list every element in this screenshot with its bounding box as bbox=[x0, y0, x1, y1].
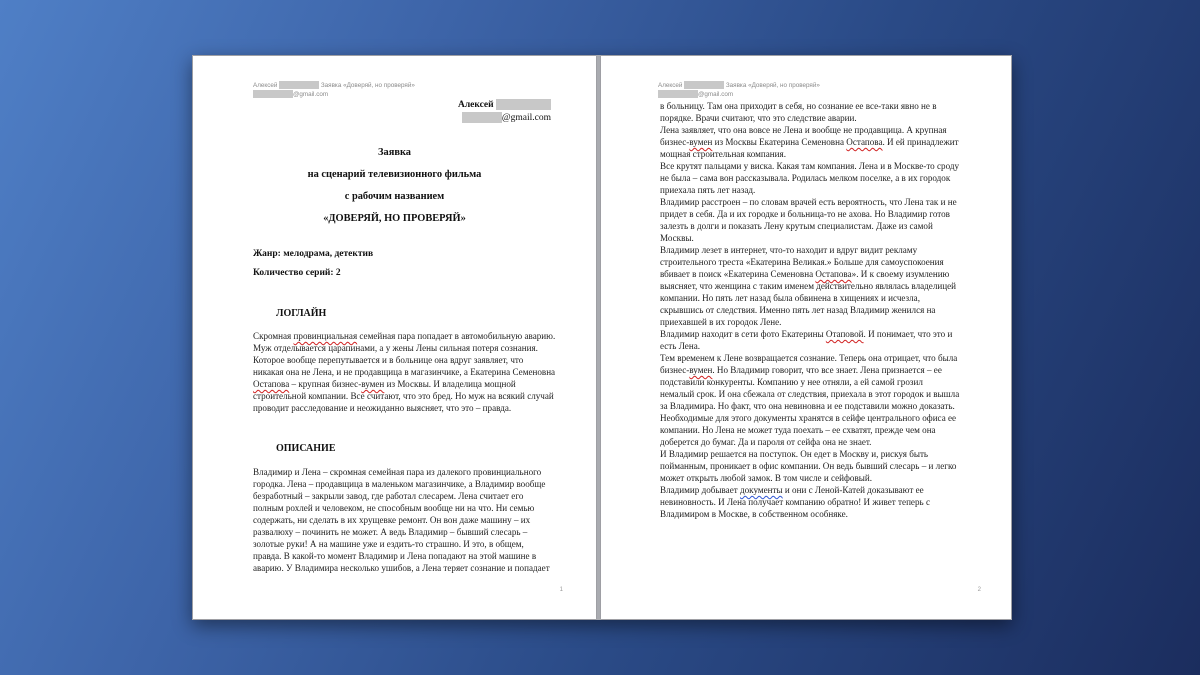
text-line: И Владимир решается на поступок. Он едет в Москву и, рискуя быть bbox=[660, 449, 929, 459]
page-header bbox=[658, 81, 820, 99]
text-line bbox=[660, 268, 959, 280]
text-line: аварию. У Владимира несколько ушибов, а Лена теряет сознание и попадает bbox=[253, 563, 550, 573]
text-run: из Москвы. И владелица мощной bbox=[384, 379, 516, 389]
text-line: в больницу. Там она приходит в себя, но сознание ее все-таки явно не в bbox=[660, 101, 937, 111]
text-line: полным рохлей и человеком, не способным вообще ни на что. Ни семью bbox=[253, 503, 535, 513]
header-title: Заявка «Доверяй, но проверяй» bbox=[725, 82, 820, 89]
text-line: скрывшись от следствия. Именно пять лет назад Владимир женился на bbox=[660, 305, 936, 315]
text-run: и они с Леной-Катей доказывают ее bbox=[782, 485, 924, 495]
header-title: Заявка «Доверяй, но проверяй» bbox=[320, 82, 415, 89]
spell-error[interactable]: провинциальная bbox=[293, 331, 358, 341]
grammar-error[interactable]: документы bbox=[739, 485, 783, 495]
text-run: Владимир добывает bbox=[660, 485, 740, 495]
text-line: проводит расследование и неожиданно выясняет, что это – правда. bbox=[253, 403, 512, 413]
text-run: бизнес- bbox=[660, 137, 690, 147]
text-line: строительного треста «Екатерина Великая.» Больше для самоуспокоения bbox=[660, 257, 944, 267]
text-run: из Москвы Екатерина Семеновна bbox=[712, 137, 847, 147]
text-line: порядке. Врачи считают, что это следствие аварии. bbox=[660, 113, 857, 123]
text-run: . Но Владимир говорит, что все знает. Лена признается – ее bbox=[712, 365, 942, 375]
text-run: Владимир находит в сети фото Екатерины bbox=[660, 329, 826, 339]
text-run: Скромная bbox=[253, 331, 294, 341]
author-email: @gmail.com bbox=[501, 113, 551, 123]
spell-error[interactable]: вумен bbox=[361, 379, 385, 389]
title-line: с рабочим названием bbox=[344, 191, 445, 202]
spell-error[interactable]: вумен bbox=[689, 137, 713, 147]
logline-text bbox=[253, 330, 555, 414]
title-line: Заявка bbox=[378, 147, 411, 158]
text-line: Которое вообще перепутывается и в больнице она вдруг заявляет, что bbox=[253, 355, 524, 365]
text-line: Необходимые для этого документы хранятся в сейфе центрального офиса ее bbox=[660, 413, 957, 423]
text-line: Муж отделывается царапинами, а у жены Лены сильная потеря сознания. bbox=[253, 343, 538, 353]
text-line: придет в себя. Да и их городке и больница-то не ахова. Но Владимир готов bbox=[660, 209, 950, 219]
text-line: развалюху – починить не может. А ведь Владимир – бывший слесарь – bbox=[253, 527, 528, 537]
text-line: золотые руки! А на машине уже и ездить-то страшно. И это, в общем, bbox=[253, 539, 524, 549]
text-line: компании. Но пять лет назад была обвинена в хищениях и исчезла, bbox=[660, 293, 920, 303]
text-line: невиновность. И Лена получает компанию обратно! И живет теперь с bbox=[660, 497, 930, 507]
text-run: – крупная бизнес- bbox=[289, 379, 362, 389]
spell-error[interactable]: Остапова bbox=[815, 269, 852, 279]
text-line: Тем временем к Лене возвращается сознание. Теперь она отрицает, что была bbox=[660, 353, 958, 363]
text-line: Владимир лезет в интернет, что-то находит и вдруг видит рекламу bbox=[660, 245, 918, 255]
text-line: доберется до бумаг. Да и пароля от сейфа она не знает. bbox=[660, 437, 872, 447]
text-line bbox=[253, 330, 555, 342]
header-email: @gmail.com bbox=[698, 91, 734, 98]
author-name: Алексей bbox=[457, 100, 494, 110]
text-run: . И ей принадлежит bbox=[882, 137, 959, 147]
text-line bbox=[660, 484, 959, 496]
genre-line: Жанр: мелодрама, детектив bbox=[253, 249, 374, 259]
text-line bbox=[660, 136, 959, 148]
text-line: компании. Но Лена не может туда поехать – ее схватят, прежде чем она bbox=[660, 425, 936, 435]
text-line: содержать, ни сделать в их хрущевке ремонт. Он вон даже машину – их bbox=[253, 515, 531, 525]
text-line: Владимиром в Москве, в собственном особняке. bbox=[660, 509, 848, 519]
text-line: безработный – закрыли завод, где работал слесарем. Лена считает его bbox=[253, 491, 524, 501]
document-viewer[interactable] bbox=[192, 55, 1012, 620]
redacted-author-email bbox=[462, 112, 502, 123]
spell-error[interactable]: Остапова bbox=[253, 379, 290, 389]
text-line: за Владимира. Но факт, что она невиновна и ее подставили можно доказать. bbox=[660, 401, 955, 411]
text-line: правда. В какой-то момент Владимир и Лена попадают на этой машине в bbox=[253, 551, 537, 561]
header-name: Алексей bbox=[253, 82, 278, 89]
text-line: Все крутят пальцами у виска. Какая там компания. Лена и в Москве-то сроду bbox=[660, 161, 960, 171]
text-line: пойманным, проникает в офис компании. Он ведь бывший слесарь – и легко bbox=[660, 461, 957, 471]
document-page-2[interactable] bbox=[601, 56, 1011, 619]
redacted-email bbox=[253, 90, 293, 98]
redacted-surname bbox=[684, 81, 724, 89]
text-line: залезть в долги и показать Лену крутым специалистам. Даже из самой bbox=[660, 221, 933, 231]
redacted-author-surname bbox=[496, 99, 551, 110]
text-run: вбивает в поиск «Екатерина Семеновна bbox=[660, 269, 816, 279]
text-line: никакая она не Лена, и не продавщица в магазинчике, а Екатерина Семеновна bbox=[253, 367, 556, 377]
text-run: ». И к своему изумлению bbox=[851, 269, 950, 279]
redacted-surname bbox=[279, 81, 319, 89]
author-block bbox=[458, 99, 551, 125]
text-line: городка. Лена – продавщица в маленьком магазинчике, а Владимир вообще bbox=[253, 479, 546, 489]
spell-error[interactable]: вумен bbox=[689, 365, 713, 375]
text-run: семейная пара попадает в автомобильную аварию. bbox=[357, 331, 556, 341]
text-line bbox=[660, 328, 959, 340]
description-text bbox=[253, 466, 550, 574]
episodes-line: Количество серий: 2 bbox=[253, 268, 341, 278]
page-number: 1 bbox=[559, 587, 563, 593]
story-text bbox=[660, 100, 959, 520]
redacted-email bbox=[658, 90, 698, 98]
spell-error[interactable]: Отаповой bbox=[825, 329, 864, 339]
document-title bbox=[193, 142, 596, 230]
text-line: может открыть любой замок. В том числе и сейфовый. bbox=[660, 473, 873, 483]
text-line: мощная строительная компания. bbox=[660, 149, 786, 159]
header-name: Алексей bbox=[658, 82, 683, 89]
text-line: Москвы. bbox=[660, 233, 694, 243]
text-line: Владимир расстроен – по словам врачей есть вероятность, что Лена так и не bbox=[660, 197, 957, 207]
text-line: приехавшей в их городок Лене. bbox=[660, 317, 782, 327]
title-line: «ДОВЕРЯЙ, НО ПРОВЕРЯЙ» bbox=[323, 213, 466, 224]
page-header bbox=[253, 81, 415, 99]
text-line: не была – сама вон рассказывала. Родилась мелком поселке, а в их городок bbox=[660, 173, 951, 183]
title-line: на сценарий телевизионного фильма bbox=[307, 169, 482, 180]
text-line bbox=[253, 378, 555, 390]
text-line: выясняет, что женщина с таким именем действительно являлась владелицей bbox=[660, 281, 957, 291]
text-line: строительной компании. Все считают, что это бред. Но муж на всякий случай bbox=[253, 391, 554, 401]
logline-heading: ЛОГЛАЙН bbox=[276, 308, 327, 319]
description-heading: ОПИСАНИЕ bbox=[276, 443, 336, 454]
text-line: немалый срок. И она сбежала от следствия, приехала в этот городок и вышла bbox=[660, 389, 960, 399]
text-run: бизнес- bbox=[660, 365, 690, 375]
document-page-1[interactable] bbox=[193, 56, 596, 619]
text-line bbox=[660, 364, 959, 376]
header-email: @gmail.com bbox=[293, 91, 329, 98]
page-number: 2 bbox=[977, 587, 981, 593]
text-line: Владимир и Лена – скромная семейная пара из далекого провинциального bbox=[253, 467, 542, 477]
text-line: подставили конкуренты. Компанию у нее отняли, а ей самой грозил bbox=[660, 377, 923, 387]
spell-error[interactable]: Остапова bbox=[846, 137, 883, 147]
text-line: приехала пять лет назад. bbox=[660, 185, 756, 195]
text-run: . И понимает, что это и bbox=[863, 329, 953, 339]
text-line: есть Лена. bbox=[660, 341, 701, 351]
text-line: Лена заявляет, что она вовсе не Лена и вообще не продавщица. А крупная bbox=[660, 125, 947, 135]
